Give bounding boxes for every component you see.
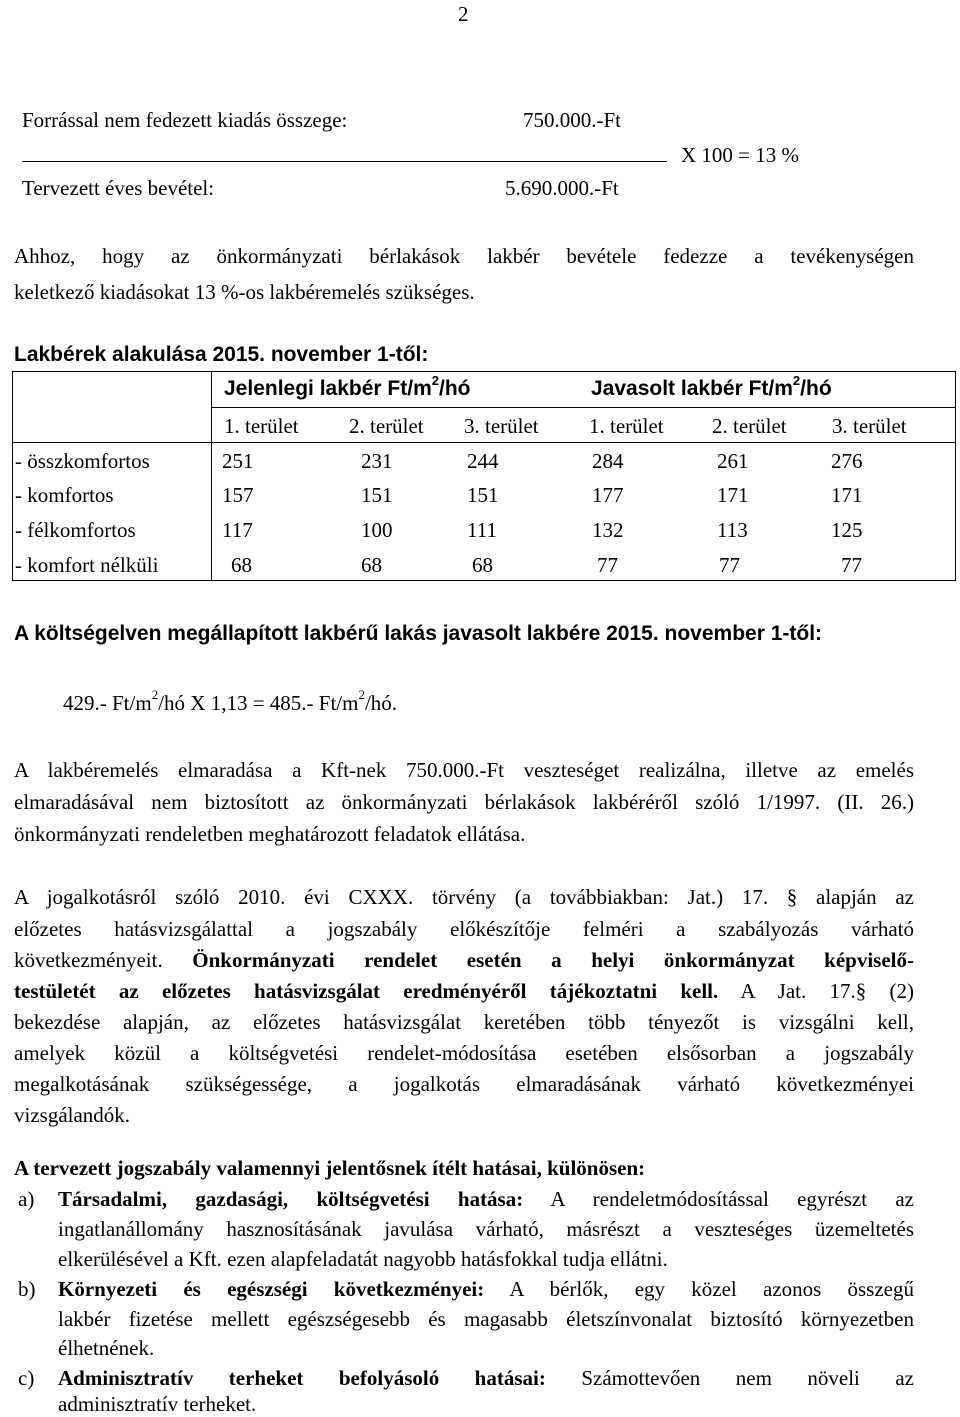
- table-cell: 68: [472, 553, 493, 577]
- table-cell: 132: [592, 518, 624, 542]
- table-cell: 68: [231, 553, 252, 577]
- table-cell: 151: [467, 483, 499, 507]
- table-cell: 68: [361, 553, 382, 577]
- table-cell: 117: [222, 518, 253, 542]
- table-cell: 77: [841, 553, 862, 577]
- table-cell: 157: [222, 483, 254, 507]
- subheader-current-3: 3. terület: [464, 414, 539, 438]
- table-cell: 151: [361, 483, 393, 507]
- row-label: - összkomfortos: [15, 449, 150, 473]
- effects-marker-a: a): [18, 1187, 35, 1211]
- table-cell: 125: [831, 518, 863, 542]
- para1-line-1: A lakbéremelés elmaradása a Kft-nek 750.000.-Ft veszteséget realizálna, illetve az emelés: [14, 758, 914, 782]
- subheader-current-2: 2. terület: [349, 414, 424, 438]
- table-cell: 171: [717, 483, 749, 507]
- subheader-proposed-3: 3. terület: [832, 414, 907, 438]
- cost-rent-heading: A költségelven megállapított lakbérű lakás javasolt lakbére 2015. november 1-től:: [14, 622, 823, 645]
- table-title: Lakbérek alakulása 2015. november 1-től:: [14, 343, 429, 366]
- para2-line-3: következményeit. Önkormányzati rendelet esetén a helyi önkormányzat képviselő-: [14, 948, 914, 972]
- row-label: - komfort nélküli: [15, 553, 159, 577]
- table-cell: 231: [361, 449, 393, 473]
- row-label: - komfortos: [15, 483, 114, 507]
- para2-line-7: megalkotásának szükségessége, a jogalkotás elmaradásának várható következményei: [14, 1072, 914, 1096]
- table-cell: 100: [361, 518, 393, 542]
- table-cell: 77: [719, 553, 740, 577]
- fraction-line: [22, 161, 667, 162]
- para2-line-8: vizsgálandók.: [14, 1103, 131, 1127]
- effects-marker-c: c): [18, 1366, 35, 1390]
- para1-line-2: elmaradásával nem biztosított az önkormányzati bérlakások lakbéréről szóló 1/1997. (II. 26.): [14, 790, 914, 814]
- intro-line-1: Ahhoz, hogy az önkormányzati bérlakások lakbér bevétele fedezze a tevékenységen: [14, 244, 914, 268]
- table-cell: 171: [831, 483, 863, 507]
- subheader-proposed-2: 2. terület: [712, 414, 787, 438]
- para2-line-5: bekezdése alapján, az előzetes hatásvizsgálat keretében több tényezőt is vizsgálni kell,: [14, 1010, 914, 1034]
- table-cell: 251: [222, 449, 254, 473]
- para2-line-2: előzetes hatásvizsgálattal a jogszabály előkészítője felméri a szabályozás várható: [14, 917, 914, 941]
- effects-item-c-line-1: Adminisztratív terheket befolyásoló hatásai: Számottevően nem növeli az: [58, 1366, 914, 1390]
- table-cell: 244: [467, 449, 499, 473]
- page-number: 2: [458, 2, 469, 26]
- table-cell: 113: [717, 518, 748, 542]
- table-cell: 284: [592, 449, 624, 473]
- effects-item-a-line-2: ingatlanállomány hasznosításának javulása várható, másrészt a veszteséges üzemeltetés: [58, 1217, 914, 1241]
- subheader-proposed-1: 1. terület: [589, 414, 664, 438]
- group-header-proposed: Javasolt lakbér $Ft/m^2/hó$: [591, 373, 832, 400]
- ratio-label-bottom: Tervezett éves bevétel:: [22, 176, 215, 200]
- table-cell: 111: [467, 518, 497, 542]
- cost-rent-formula: 429.- $Ft/m^2/hó$ X 1,13 = 485.- $Ft/m^2/hó$.: [63, 687, 398, 715]
- effects-item-c-line-2: adminisztratív terheket.: [58, 1392, 257, 1416]
- row-label: - félkomfortos: [15, 518, 136, 542]
- effects-item-a-line-1: Társadalmi, gazdasági, költségvetési hatása: A rendeletmódosítással egyrészt az: [58, 1187, 915, 1211]
- table-cell: 77: [597, 553, 618, 577]
- effects-heading: A tervezett jogszabály valamennyi jelentősnek ítélt hatásai, különösen:: [14, 1156, 646, 1180]
- effects-item-b-line-2: lakbér fizetése mellett egészségesebb és magasabb életszínvonalat biztosító környezetben: [58, 1307, 914, 1331]
- table-cell: 276: [831, 449, 863, 473]
- intro-line-2: keletkező kiadásokat 13 %-os lakbéremelés szükséges.: [14, 280, 475, 304]
- effects-marker-b: b): [18, 1277, 36, 1301]
- ratio-value-top: 750.000.-Ft: [523, 108, 622, 132]
- rent-table: [12, 371, 956, 581]
- para2-line-1: A jogalkotásról szóló 2010. évi CXXX. törvény (a továbbiakban: Jat.) 17. § alapján az: [14, 885, 914, 909]
- ratio-label-top: Forrással nem fedezett kiadás összege:: [22, 108, 348, 132]
- ratio-result: X 100 = 13 %: [681, 143, 800, 167]
- para1-line-3: önkormányzati rendeletben meghatározott feladatok ellátása.: [14, 822, 526, 846]
- para2-line-6: amelyek közül a költségvetési rendelet-módosítása esetében elsősorban a jogszabály: [14, 1041, 914, 1065]
- subheader-current-1: 1. terület: [224, 414, 299, 438]
- para2-line-4: testületét az előzetes hatásvizsgálat eredményéről tájékoztatni kell. A Jat. 17.§ (2): [14, 979, 914, 1003]
- group-header-current: Jelenlegi lakbér $Ft/m^2/hó$: [224, 373, 471, 400]
- effects-item-b-line-3: élhetnének.: [58, 1336, 155, 1360]
- effects-item-b-line-1: Környezeti és egészségi következményei: A bérlők, egy közel azonos összegű: [58, 1277, 914, 1301]
- table-cell: 261: [717, 449, 749, 473]
- table-cell: 177: [592, 483, 624, 507]
- effects-item-a-line-3: elkerülésével a Kft. ezen alapfeladatát nagyobb hatásfokkal tudja ellátni.: [58, 1247, 668, 1271]
- ratio-value-bottom: 5.690.000.-Ft: [505, 176, 619, 200]
